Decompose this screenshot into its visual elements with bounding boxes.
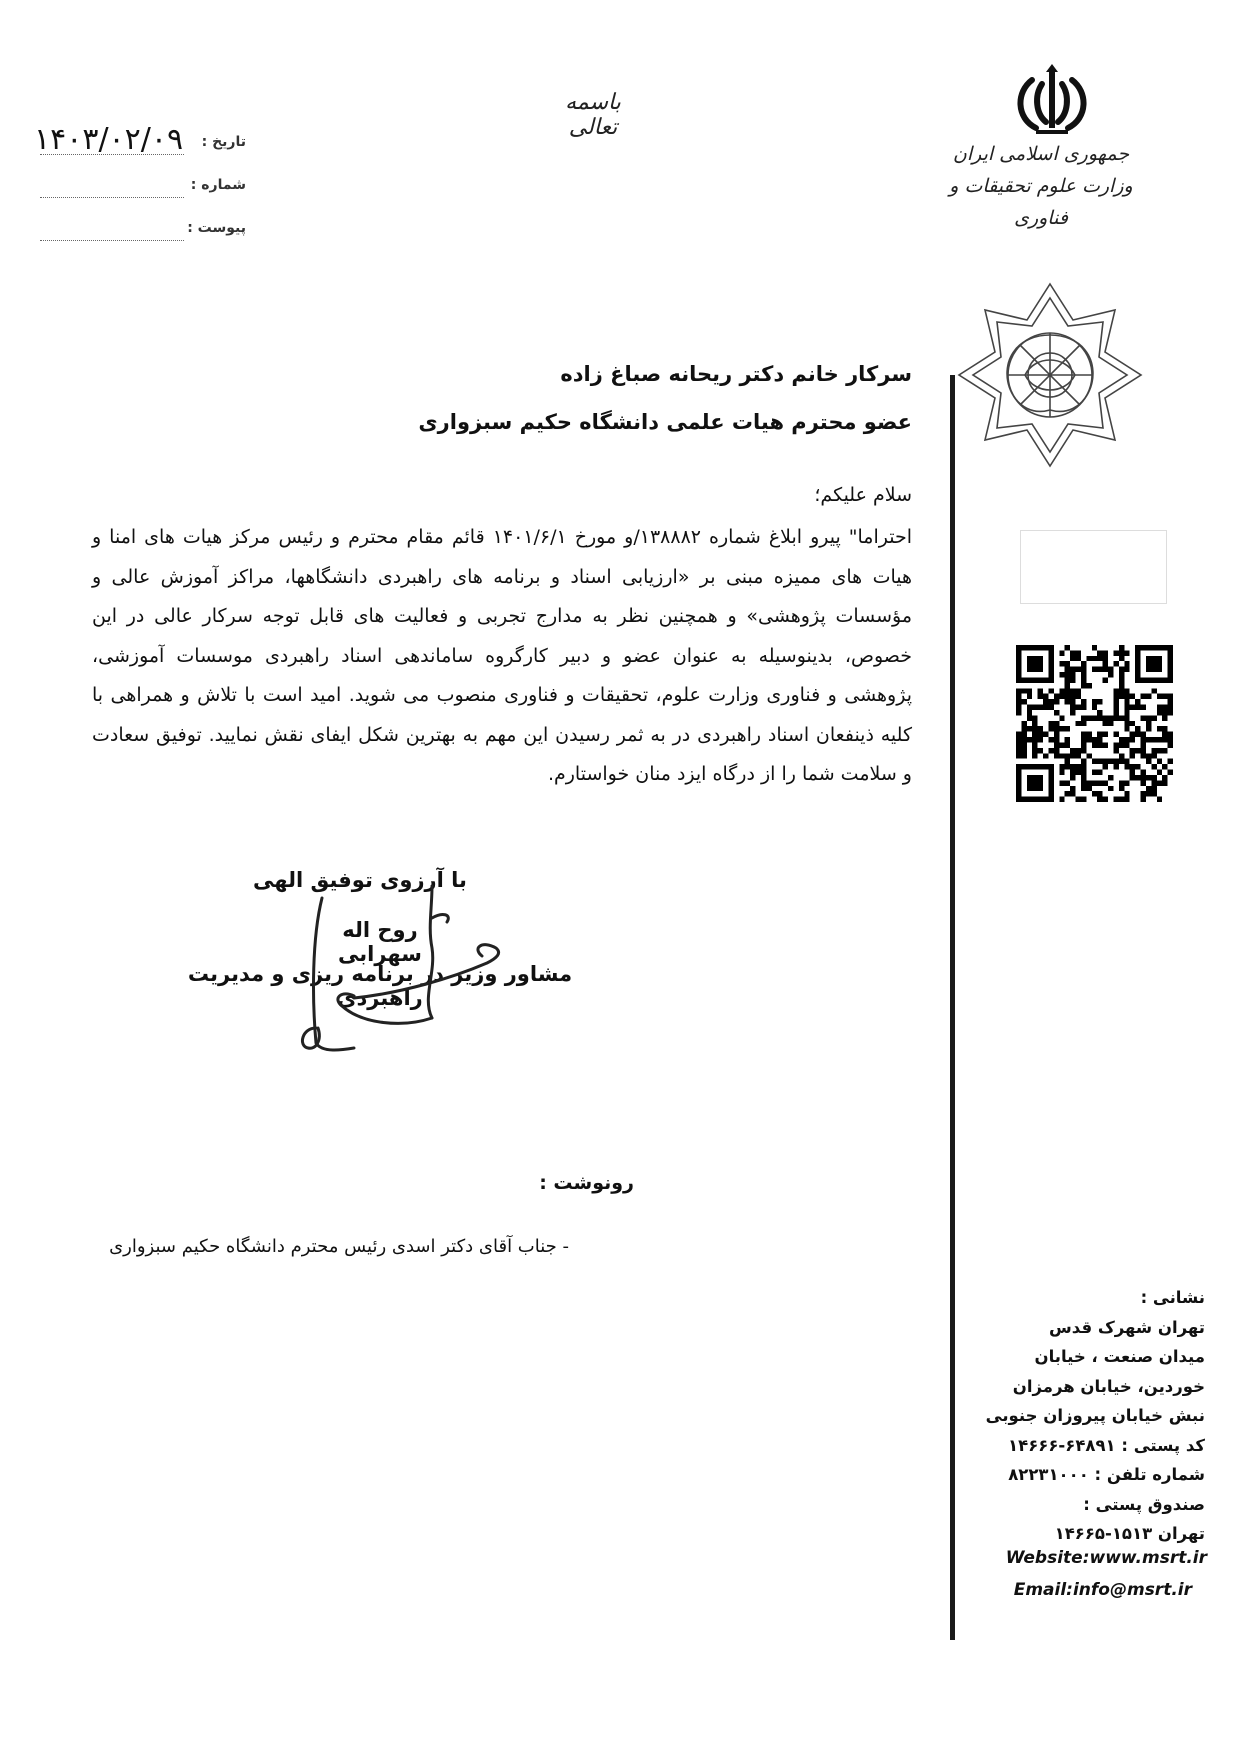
address-line: نبش خیابان پیروزان جنوبی — [985, 1406, 1205, 1425]
date-value: ۱۴۰۳/۰۲/۰۹ — [34, 122, 184, 157]
date-label: تاریخ : — [201, 134, 246, 150]
side-info-box — [1020, 530, 1167, 604]
islamic-star-ornament-icon — [955, 280, 1145, 470]
invocation-text: باسمه تعالی — [565, 90, 621, 140]
attachment-row — [30, 220, 246, 244]
website-link[interactable]: Website:www.msrt.ir — [1005, 1548, 1207, 1568]
org-line-2: وزارت علوم تحقیقات و فناوری — [949, 175, 1133, 229]
attachment-dotted-line — [40, 240, 184, 241]
organization-name — [930, 138, 1152, 234]
cc-label: رونوشت : — [539, 1172, 634, 1194]
org-line-1: جمهوری اسلامی ایران — [952, 143, 1130, 165]
address-label: نشانی : — [1140, 1288, 1205, 1307]
signer-name: روح اله سهرابی — [338, 918, 422, 966]
letter-body: احتراما" پیرو ابلاغ شماره ۱۳۸۸۸۲/و مورخ ۱۴۰۱/۶/۱ قائم مقام محترم و رئیس مرکز هیات های امنا و هیات های ممیزه مبنی بر «ارزیابی اسناد و برنامه های راهبردی دانشگاهها، مراکز آموزش عالی و مؤسسات پژوهشی» و همچنین نظر به مدارج تجربی و فعالیت های قابل توجه سرکار عالی در این خصوص، بدینوسیله به عنوان عضو و دبیر کارگروه ساماندهی اسناد راهبردی موسسات آموزشی، پژوهشی و فناوری وزارت علوم، تحقیقات و فناوری منصوب می شوید. امید است با تلاش و همراهی با کلیه ذینفعان اسناد راهبردی در به ثمر رسیدن این مهم به بهترین شکل ایفای نقش نمایید. توفیق سعادت و سلامت شما را از درگاه ایزد منان خواستارم. — [92, 526, 912, 785]
address-line: میدان صنعت ، خیابان — [1034, 1347, 1205, 1366]
attachment-label: پیوست : — [187, 220, 246, 236]
number-row — [30, 177, 246, 201]
postal-code-line: کد پستی : ۶۴۸۹۱-۱۴۶۶۶ — [1008, 1435, 1205, 1455]
address-line: خوردین، خیابان هرمزان — [1012, 1376, 1205, 1396]
cc-item: - جناب آقای دکتر اسدی رئیس محترم دانشگاه حکیم سبزواری — [109, 1236, 569, 1257]
handwritten-signature — [282, 878, 522, 1058]
iran-emblem-icon — [1012, 62, 1092, 140]
salutation: سلام علیکم؛ — [814, 484, 912, 506]
vertical-divider — [950, 375, 955, 1640]
closing-wish: با آرزوی توفیق الهی — [253, 868, 467, 892]
signer-title: مشاور وزیر در برنامه ریزی و مدیریت راهبردی — [187, 962, 573, 1010]
number-dotted-line — [40, 197, 184, 198]
recipient-title: عضو محترم هیات علمی دانشگاه حکیم سبزواری — [418, 410, 912, 434]
qr-code-icon — [1016, 645, 1173, 802]
number-label: شماره : — [190, 177, 246, 193]
phone-line: شماره تلفن : ۸۲۲۳۱۰۰۰ — [1008, 1465, 1205, 1484]
po-box-label: صندوق پستی : — [1083, 1494, 1205, 1514]
po-box-line: تهران ۱۵۱۳-۱۴۶۶۵ — [1054, 1524, 1205, 1543]
email-link[interactable]: Email:info@msrt.ir — [1013, 1580, 1192, 1600]
address-block — [985, 1283, 1205, 1549]
address-line: تهران شهرک قدس — [1049, 1317, 1205, 1337]
recipient-name: سرکار خانم دکتر ریحانه صباغ زاده — [560, 362, 912, 386]
date-row — [30, 122, 246, 158]
